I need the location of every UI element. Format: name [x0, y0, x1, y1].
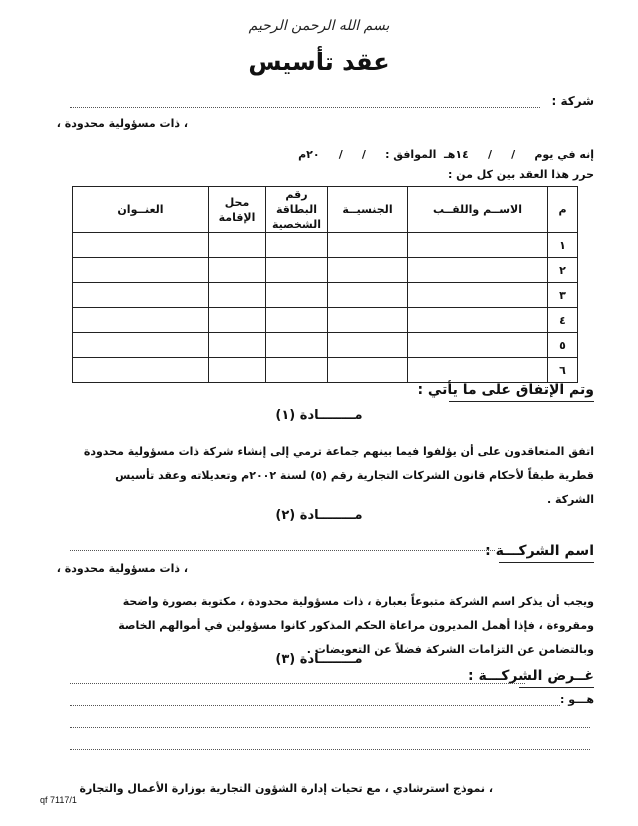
article-2-text: ويجب أن يذكر اسم الشركة متبوعاً بعبارة ، ذات مسؤولية محدودة ، مكتوبة بصورة واضحة ومقروءة ، فإذا أهمل المديرون مراعاة الحكم المذكور كانوا مسؤولين في أموالهم الخاصة وبالتضامن عن التزامات الشركة فضلاً عن التعويضات .: [118, 595, 594, 656]
row-number: ٢: [548, 258, 578, 283]
nationality-cell[interactable]: [328, 358, 408, 383]
table-row: [73, 283, 578, 308]
row-number: ٦: [548, 358, 578, 383]
company-name-label-underline: [499, 562, 594, 563]
table-row: [73, 258, 578, 283]
contract-date-line: إنه في يوم / / ١٤هـ الموافق : / / ٢٠م: [298, 148, 594, 161]
id-cell[interactable]: [266, 233, 328, 258]
name-cell[interactable]: [408, 308, 548, 333]
article-1-title: مــــــــادة (١): [275, 408, 363, 423]
col-header-id-number: رقم البطاقة الشخصية: [266, 187, 328, 233]
address-cell[interactable]: [73, 233, 209, 258]
residence-cell[interactable]: [209, 233, 266, 258]
residence-cell[interactable]: [209, 358, 266, 383]
table-row: [73, 233, 578, 258]
name-cell[interactable]: [408, 333, 548, 358]
nationality-cell[interactable]: [328, 233, 408, 258]
col-header-nationality: الجنسيــة: [328, 187, 408, 233]
id-cell[interactable]: [266, 333, 328, 358]
id-cell[interactable]: [266, 258, 328, 283]
company-name-label: اسم الشركـــة :: [485, 543, 594, 559]
company-label: شركة :: [551, 94, 594, 108]
nationality-cell[interactable]: [328, 308, 408, 333]
address-cell[interactable]: [73, 283, 209, 308]
company-purpose-input[interactable]: [70, 683, 525, 684]
drafted-between-line: حرر هذا العقد بين كل من :: [447, 168, 594, 181]
col-header-number: م: [548, 187, 578, 233]
nationality-cell[interactable]: [328, 333, 408, 358]
table-row: [73, 308, 578, 333]
company-purpose-label: غــرض الشركـــة :: [467, 668, 594, 684]
agreement-heading-underline: [449, 401, 594, 402]
name-cell[interactable]: [408, 358, 548, 383]
basmala-calligraphy: بسم الله الرحمن الرحيم: [248, 18, 390, 34]
residence-cell[interactable]: [209, 308, 266, 333]
purpose-detail-line-3[interactable]: [70, 749, 590, 750]
table-row: [73, 358, 578, 383]
company-name-field[interactable]: [70, 107, 540, 108]
article-3-title: مــــــــادة (٣): [275, 652, 363, 667]
parties-table: [72, 186, 578, 383]
document-title: عقد تأسيس: [248, 48, 390, 76]
col-header-address: العنــوان: [73, 187, 209, 233]
table-row: [73, 333, 578, 358]
agreement-heading: وتم الإتفاق على ما يأتي :: [417, 382, 594, 398]
company-purpose-label-underline: [519, 687, 594, 688]
nationality-cell[interactable]: [328, 283, 408, 308]
purpose-detail-line-2[interactable]: [70, 727, 590, 728]
address-cell[interactable]: [73, 258, 209, 283]
llc-suffix: ، ذات مسؤولية محدودة ،: [56, 117, 188, 130]
residence-cell[interactable]: [209, 283, 266, 308]
article-2-title: مــــــــادة (٢): [275, 508, 363, 523]
llc-suffix-2: ، ذات مسؤولية محدودة ،: [56, 562, 188, 575]
row-number: ٣: [548, 283, 578, 308]
article-1-text: اتفق المتعاقدون على أن يؤلفوا فيما بينهم جماعة ترمي إلى إنشاء شركة ذات مسؤولية محدودة قطرية طبقاً لأحكام قانون الشركات التجارية رقم (٥) لسنة ٢٠٠٢م وتعديلاته وعقد تأسيس الشركة .: [83, 445, 594, 506]
id-cell[interactable]: [266, 283, 328, 308]
name-cell[interactable]: [408, 258, 548, 283]
row-number: ١: [548, 233, 578, 258]
id-cell[interactable]: [266, 358, 328, 383]
nationality-cell[interactable]: [328, 258, 408, 283]
table-header-row: [73, 187, 578, 233]
purpose-detail-line-1[interactable]: [70, 705, 560, 706]
residence-cell[interactable]: [209, 258, 266, 283]
row-number: ٥: [548, 333, 578, 358]
company-name-input[interactable]: [70, 550, 495, 551]
form-code: qf 7117/1: [40, 795, 77, 805]
id-cell[interactable]: [266, 308, 328, 333]
col-header-residence: محل الإقامة: [209, 187, 266, 233]
purpose-is-label: هـــو :: [559, 693, 594, 706]
col-header-full-name: الاســم واللقــب: [408, 187, 548, 233]
residence-cell[interactable]: [209, 333, 266, 358]
row-number: ٤: [548, 308, 578, 333]
address-cell[interactable]: [73, 308, 209, 333]
name-cell[interactable]: [408, 283, 548, 308]
name-cell[interactable]: [408, 233, 548, 258]
address-cell[interactable]: [73, 333, 209, 358]
address-cell[interactable]: [73, 358, 209, 383]
footer-note: ، نموذج استرشادي ، مع تحيات إدارة الشؤون التجارية بوزارة الأعمال والتجارة: [79, 782, 493, 795]
